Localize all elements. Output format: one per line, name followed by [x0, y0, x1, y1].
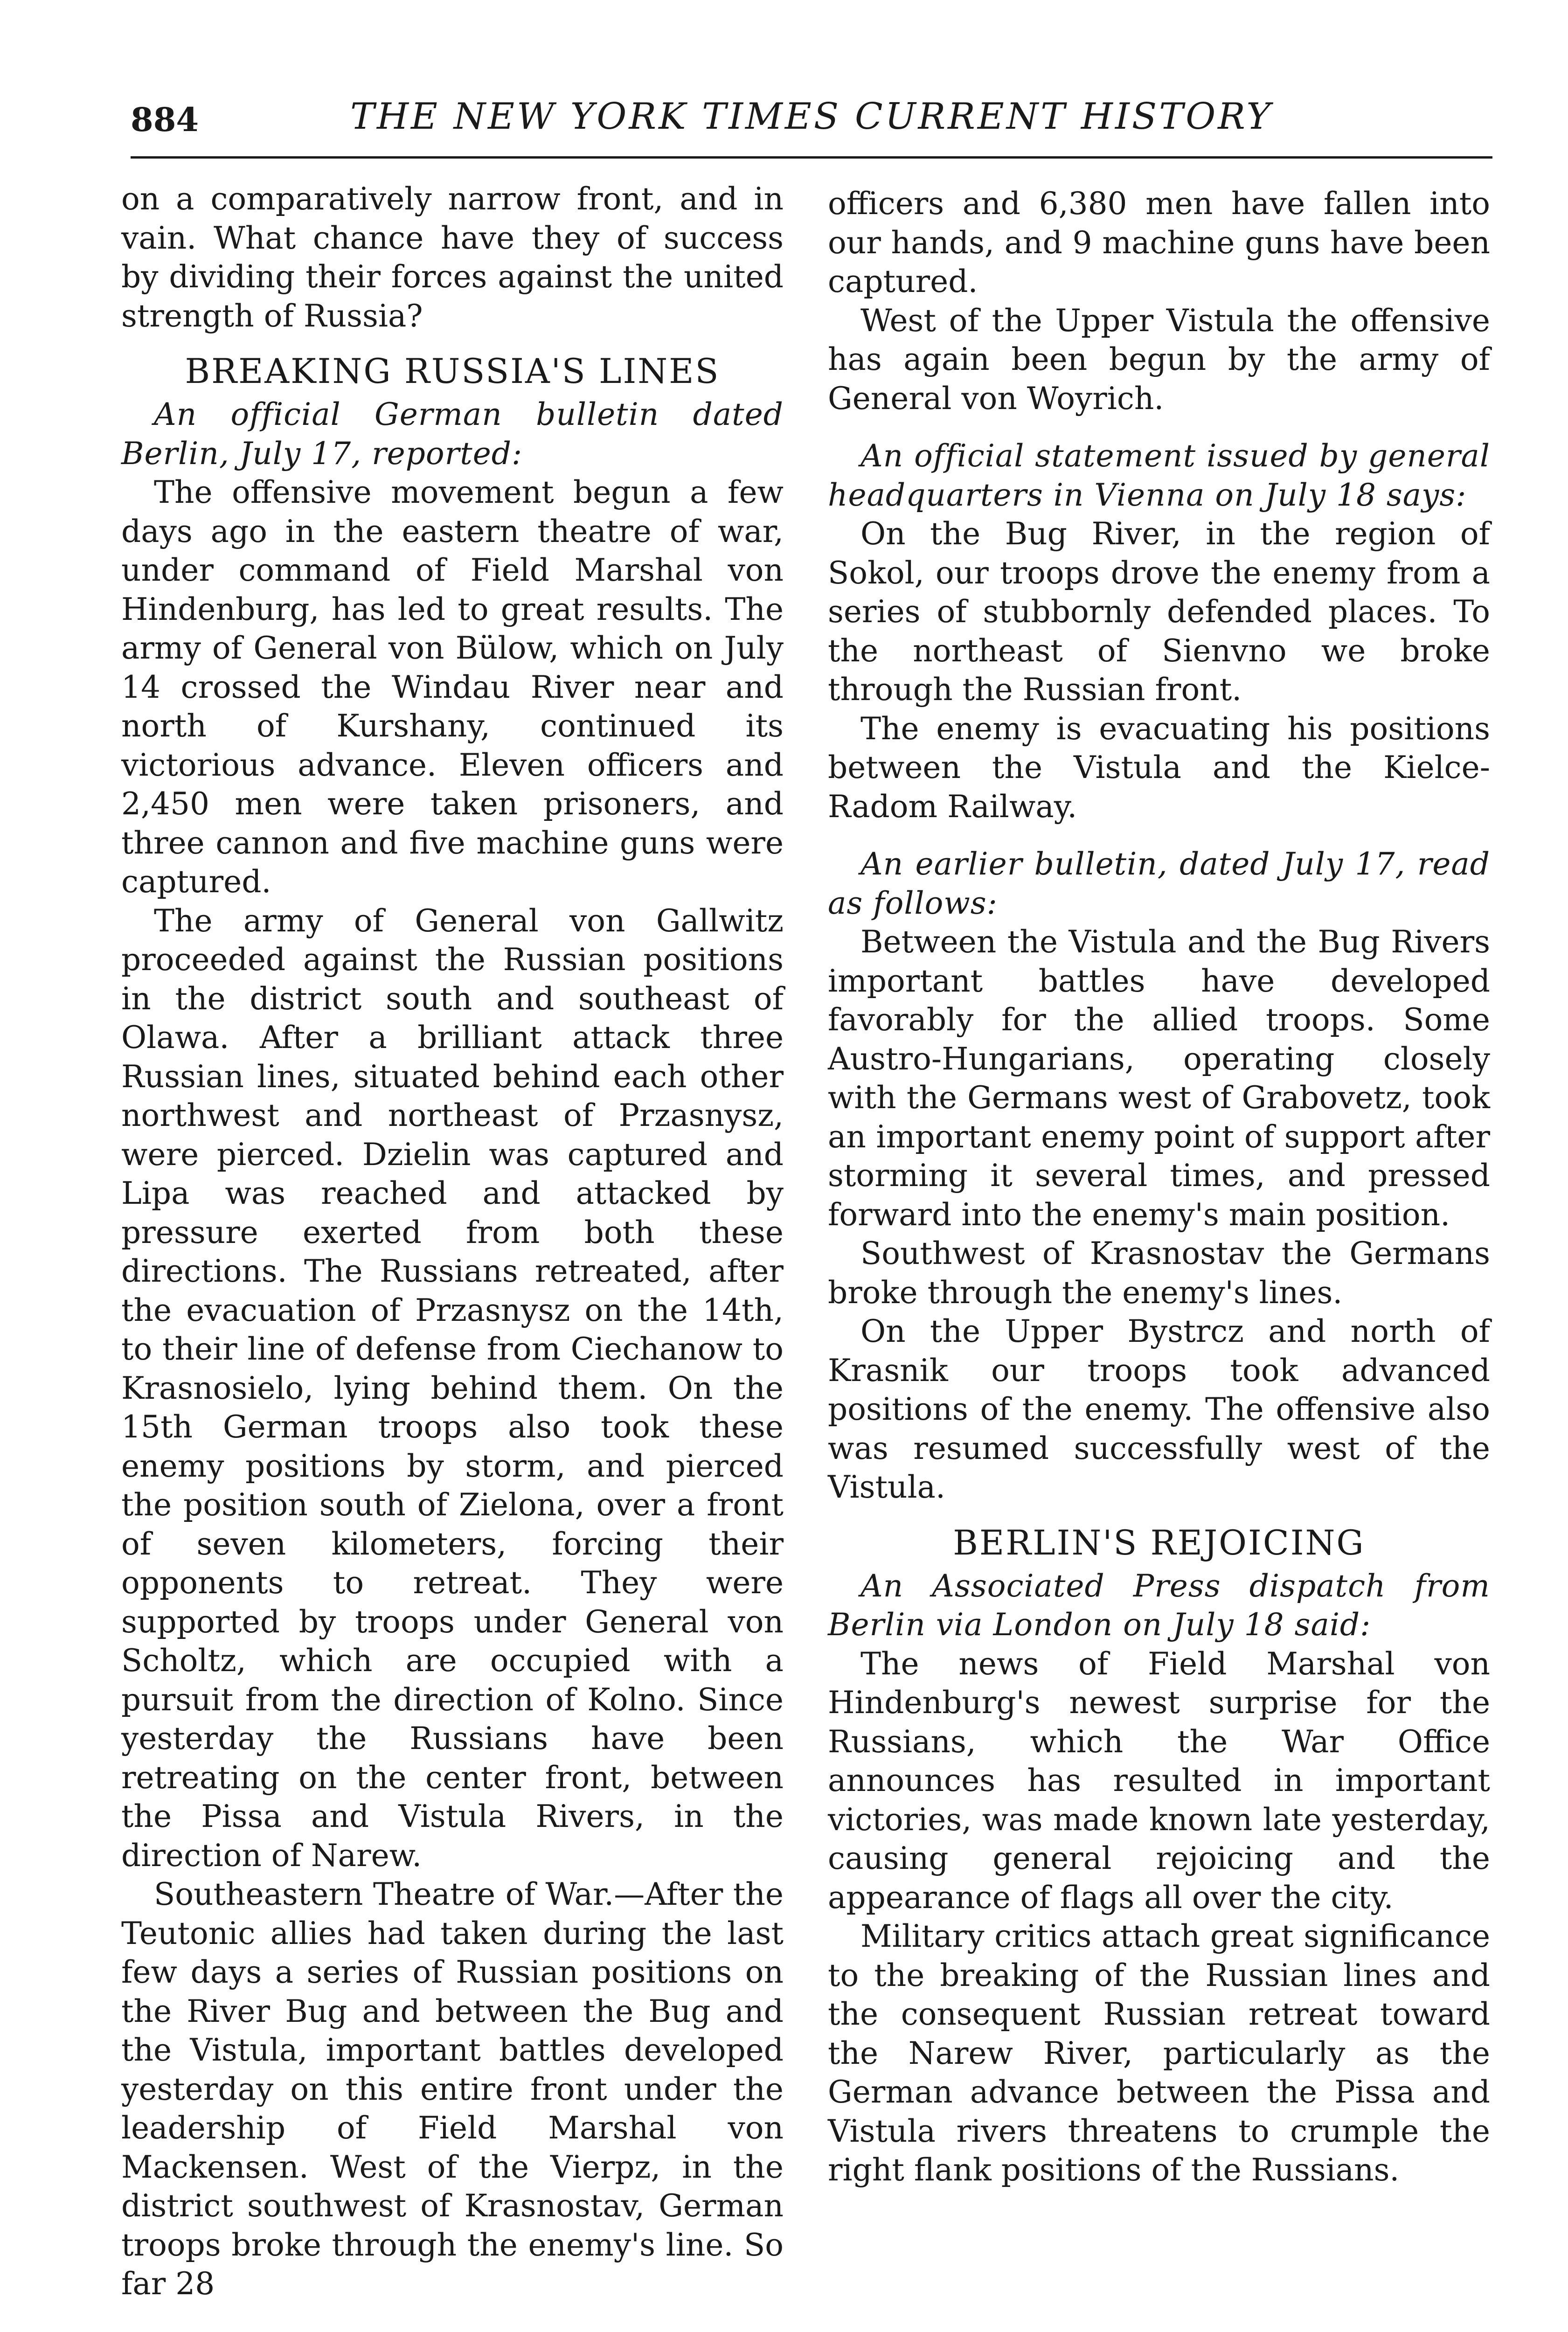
- bulletin-intro: An earlier bulletin, dated July 17, read as follows:: [828, 846, 1490, 921]
- paragraph: The army of General von Gallwitz proceeded against the Russian positions in the district south and southeast of Olawa. After a brilliant attack three Russian lines, situated behind each other northwest and northeast of Przasnysz, were pierced. Dzielin was captured and Lipa was reached and attacked by pressure exerted from both these directions. The Russians retreated, after the evacuation of Przasnysz on the 14th, to their line of defense from Ciechanow to Krasnosielo, lying behind them. On the 15th German troops also took these enemy positions by storm, and pierced the position south of Zielona, over a front of seven kilometers, forcing their opponents to retreat. They were supported by troops under General von Scholtz, which are occupied with a pursuit from the direction of Kolno. Since yesterday the Russians have been retreating on the center front, between the Pissa and Vistula Rivers, in the direction of Narew.: [121, 902, 784, 1874]
- paragraph: Military critics attach great significance to the breaking of the Russian lines and the consequent Russian retreat toward the Narew River, particularly as the German advance between the Pissa and Vistula rivers threatens to crumple the right flank positions of the Russians.: [828, 1918, 1490, 2188]
- paragraph: Southwest of Krasnostav the Germans broke through the enemy's lines.: [828, 1235, 1490, 1311]
- statement-intro: An official statement issued by general headquarters in Vienna on July 18 says:: [828, 438, 1490, 513]
- section-heading-berlins-rejoicing: BERLIN'S REJOICING: [953, 1523, 1365, 1563]
- running-head: [131, 96, 1492, 152]
- paragraph: Between the Vistula and the Bug Rivers important battles have developed favorably for the allied troops. Some Austro-Hungarians, operating closely with the Germans west of Grabovetz, took an important enemy point of support after storming it several times, and pressed forward into the enemy's main position.: [828, 924, 1490, 1233]
- dispatch-intro: An Associated Press dispatch from Berlin via London on July 18 said:: [828, 1568, 1490, 1643]
- paragraph-continued: officers and 6,380 men have fallen into our hands, and 9 machine guns have been captured.: [828, 186, 1490, 299]
- paragraph: On the Bug River, in the region of Sokol, our troops drove the enemy from a series of stubbornly defended places. To the northeast of Sienvno we broke through the Russian front.: [828, 516, 1490, 708]
- paragraph-continued: on a comparatively narrow front, and in vain. What chance have they of success by dividing their forces against the united strength of Russia?: [121, 181, 784, 334]
- paragraph: The offensive movement begun a few days ago in the eastern theatre of war, under command of Field Marshal von Hindenburg, has led to great results. The army of General von Bülow, which on July 14 crossed the Windau River near and north of Kurshany, continued its victorious advance. Eleven officers and 2,450 men were taken prisoners, and three cannon and five machine guns were captured.: [121, 474, 784, 900]
- paragraph: West of the Upper Vistula the offensive has again been begun by the army of General von Woyrich.: [828, 302, 1490, 416]
- section-heading-breaking-russias-lines: BREAKING RUSSIA'S LINES: [185, 352, 720, 391]
- paragraph: The enemy is evacuating his positions between the Vistula and the Kielce-Radom Railway.: [828, 710, 1490, 825]
- paragraph: The news of Field Marshal von Hindenburg's newest surprise for the Russians, which the War Office announces has resulted in important victories, was made known late yesterday, causing general rejoicing and the appearance of flags all over the city.: [828, 1645, 1490, 1916]
- journal-title: THE NEW YORK TIMES CURRENT HISTORY: [350, 96, 1273, 138]
- header-rule: [131, 156, 1492, 159]
- right-column: [828, 184, 1490, 2190]
- left-column: [121, 180, 784, 2304]
- page-number: 884: [131, 100, 199, 139]
- bulletin-intro: An official German bulletin dated Berlin, July 17, reported:: [121, 396, 784, 472]
- paragraph: Southeastern Theatre of War.—After the Teutonic allies had taken during the last few days a series of Russian positions on the River Bug and between the Bug and the Vistula, important battles developed yesterday on this entire front under the leadership of Field Marshal von Mackensen. West of the Vierpz, in the district southwest of Krasnostav, German troops broke through the enemy's line. So far 28: [121, 1876, 784, 2302]
- paragraph: On the Upper Bystrcz and north of Krasnik our troops took advanced positions of the enemy. The offensive also was resumed successfully west of the Vistula.: [828, 1313, 1490, 1505]
